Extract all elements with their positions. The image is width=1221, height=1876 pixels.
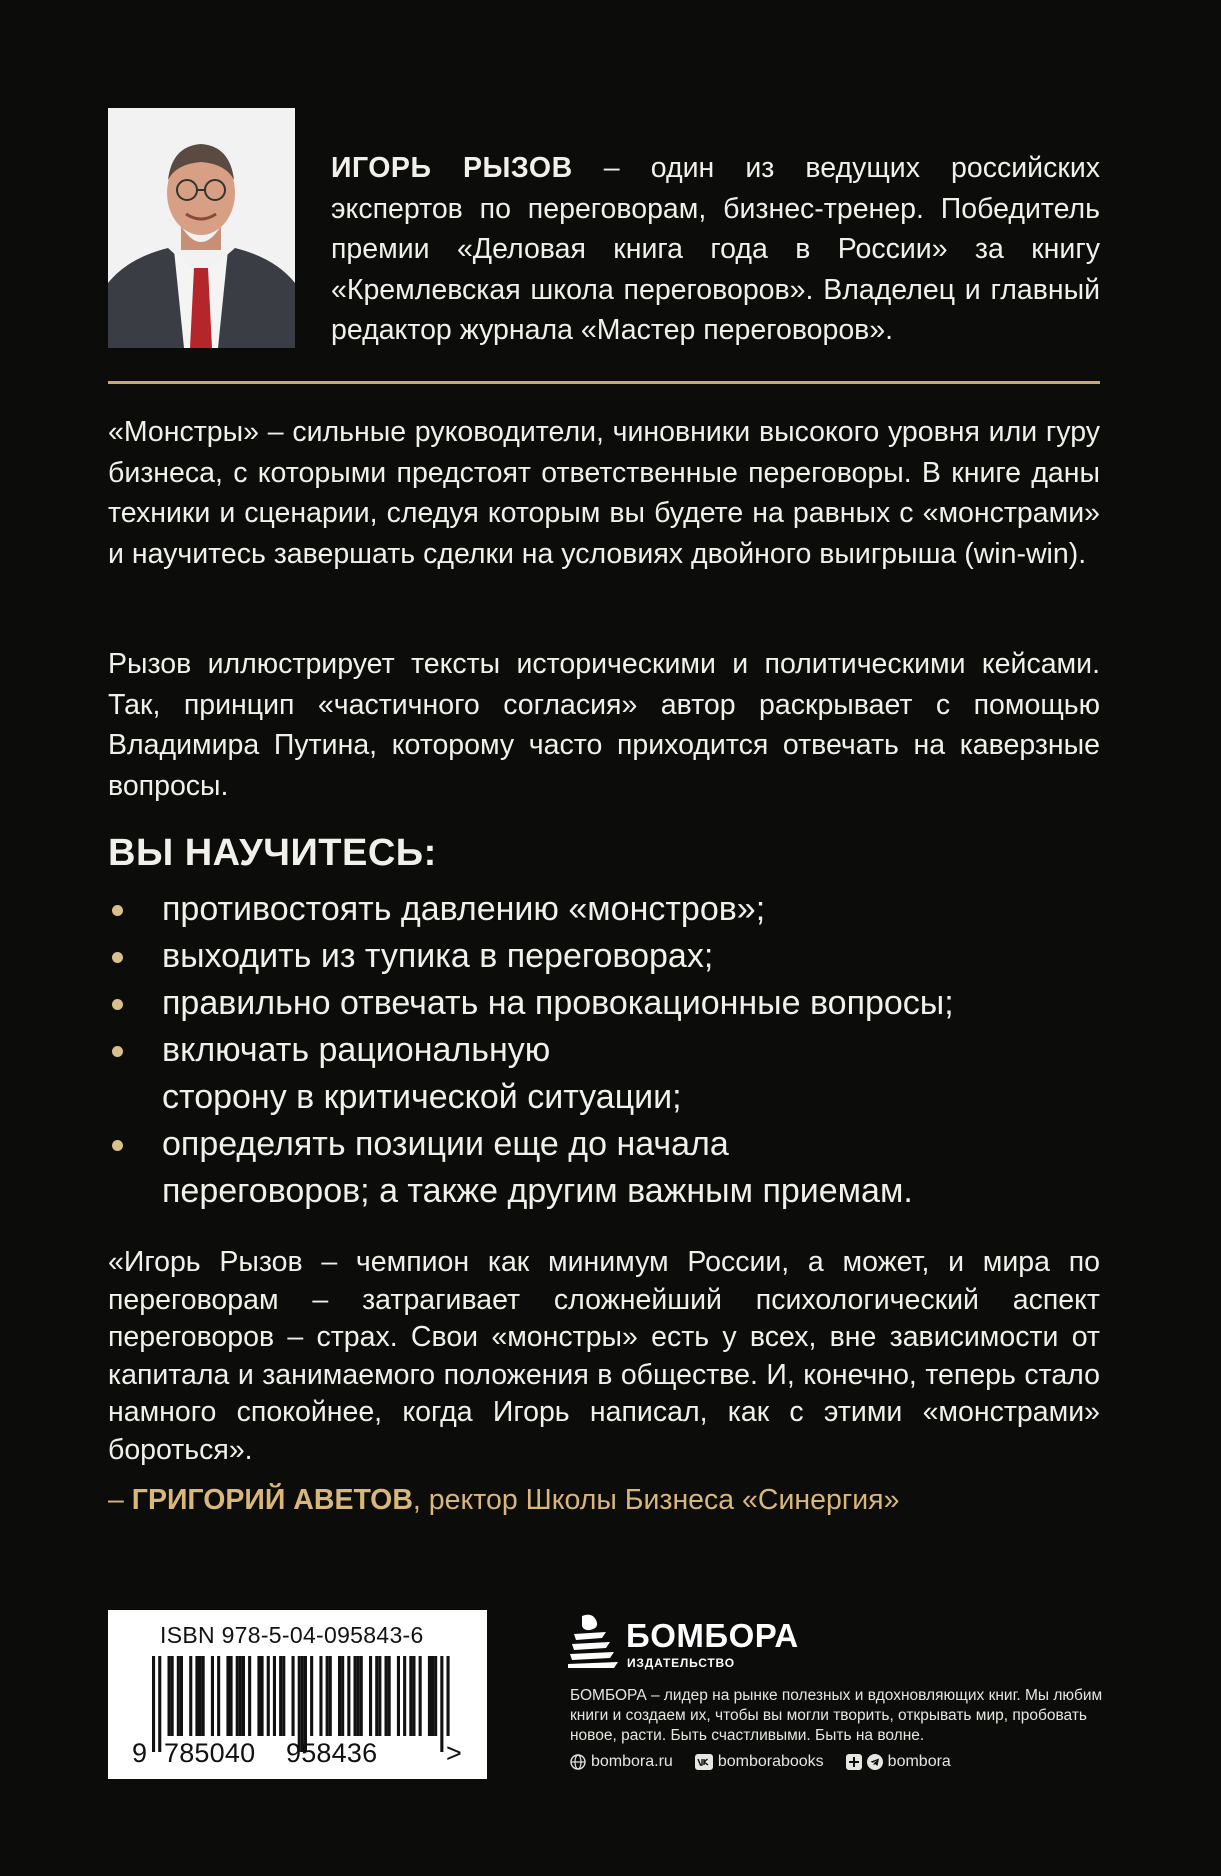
barcode-bar (292, 1656, 295, 1736)
quote-author-role: , ректор Школы Бизнеса «Синергия» (412, 1484, 900, 1516)
social-site[interactable] (570, 1753, 673, 1771)
barcode-bar (385, 1656, 388, 1736)
barcode-bar (388, 1656, 391, 1736)
barcode-digit-first: 9 (132, 1738, 148, 1768)
list-item-text: противостоять давлению «монстров»; (162, 890, 766, 928)
barcode-digits-right: 958436 (286, 1738, 378, 1768)
barcode-bar (171, 1656, 174, 1736)
barcode-bar (440, 1656, 443, 1752)
isbn-barcode (108, 1610, 487, 1779)
barcode-bar (419, 1656, 422, 1736)
author-bio (331, 148, 1100, 351)
barcode-bar (447, 1656, 450, 1736)
bullet-dot-icon (112, 999, 123, 1010)
barcode-bar (180, 1656, 183, 1736)
barcode-bar (199, 1656, 202, 1736)
social-site-label: bombora.ru (591, 1753, 673, 1770)
barcode-bar (242, 1656, 245, 1736)
barcode-bar (412, 1656, 415, 1736)
social-tg[interactable] (846, 1753, 951, 1771)
barcode-bar (236, 1656, 239, 1736)
barcode-bar (168, 1656, 171, 1736)
description-paragraph-2: Рызов иллюстрирует тексты историческими и политическими кейсами. Так, принцип «частичного согласия» автор раскрывает с помощью Владимира Путина, которому часто приходится отвечать на каверзные вопросы. (108, 648, 1100, 802)
barcode-bar (378, 1656, 381, 1736)
barcode-bar (431, 1656, 434, 1736)
globe-icon (570, 1754, 586, 1770)
barcode-bar (329, 1656, 332, 1736)
bombora-logo-icon (566, 1612, 618, 1668)
social-vk[interactable] (695, 1753, 824, 1771)
list-item (108, 980, 1108, 1027)
barcode-marker: > (446, 1738, 462, 1768)
barcode-bar (273, 1656, 276, 1736)
barcode-bar (434, 1656, 437, 1736)
vk-icon (695, 1754, 713, 1770)
publisher-subtitle: ИЗДАТЕЛЬСТВО (627, 1656, 735, 1670)
learn-list (108, 886, 1108, 1215)
list-item-text: правильно отвечать на провокационные вопросы; (162, 984, 954, 1022)
attribution-dash: – (108, 1484, 132, 1516)
list-item-text: определять позиции еще до начала переговоров; а также другим важным приемам. (162, 1125, 913, 1210)
author-photo (108, 108, 295, 348)
barcode-bar (397, 1656, 400, 1736)
barcode-bar (226, 1656, 229, 1736)
list-item (108, 933, 1108, 980)
barcode-bar (257, 1656, 260, 1736)
barcode-bar (354, 1656, 357, 1736)
publisher-name: БОМБОРА (626, 1617, 799, 1654)
barcode-bar (369, 1656, 372, 1736)
barcode-bar (375, 1656, 378, 1736)
list-item-text: выходить из тупика в переговорах; (162, 937, 714, 975)
barcode-bar (357, 1656, 360, 1736)
bullet-dot-icon (112, 1140, 123, 1151)
barcode-bar (189, 1656, 192, 1736)
list-item (108, 886, 1108, 933)
barcode-bar (239, 1656, 242, 1736)
author-name: ИГОРЬ РЫЗОВ (331, 152, 573, 184)
barcode-bar (261, 1656, 264, 1736)
barcode-bar (158, 1656, 161, 1752)
author-portrait-image (108, 108, 295, 348)
quote-attribution (108, 1484, 899, 1517)
barcode-digits-left: 785040 (164, 1738, 256, 1768)
barcode-bar (177, 1656, 180, 1736)
barcode-bar (211, 1656, 214, 1736)
barcode-bar (403, 1656, 406, 1736)
barcode-bar (152, 1656, 155, 1752)
barcode-bar (310, 1656, 313, 1736)
barcode-bar (248, 1656, 251, 1736)
barcode-bar (195, 1656, 198, 1736)
telegram-icon (867, 1754, 883, 1770)
plus-icon (846, 1754, 862, 1770)
learn-heading: ВЫ НАУЧИТЕСЬ: (108, 832, 437, 874)
barcode-bar (230, 1656, 233, 1736)
publisher-social-links (570, 1753, 951, 1771)
social-vk-label: bomborabooks (717, 1753, 824, 1770)
barcode-bar (428, 1656, 431, 1736)
list-item (108, 1121, 922, 1215)
barcode-bar (341, 1656, 344, 1736)
quote-author-name: ГРИГОРИЙ АВЕТОВ (131, 1484, 413, 1516)
endorsement-quote: «Игорь Рызов – чемпион как минимум России, а может, и мира по переговорам – затрагивает сложнейший психологический аспект переговоров – страх. Свои «монстры» есть у всех, вне зависимости от капитала и занимаемого положения в обществе. И, конечно, теперь стало намного спокойнее, когда Игорь написал, как с этими «монстрами» бороться». (108, 1246, 1100, 1466)
barcode-bar (347, 1656, 350, 1736)
barcode-bar (326, 1656, 329, 1736)
publisher-description: БОМБОРА – лидер на рынке полезных и вдохновляющих книг. Мы любим книги и создаем их, чтобы вы могли творить, открывать мир, пробовать новое, расти. Быть счастливыми. Быть на волне. (570, 1687, 1103, 1744)
list-item (108, 1027, 682, 1121)
bullet-dot-icon (112, 952, 123, 963)
isbn-number: ISBN 978-5-04-095843-6 (160, 1622, 424, 1648)
barcode-bar (267, 1656, 270, 1736)
barcode-bar (202, 1656, 205, 1736)
barcode-bar (279, 1656, 282, 1736)
bullet-dot-icon (112, 905, 123, 916)
barcode-bar (217, 1656, 220, 1736)
social-tg-label: bombora (887, 1753, 951, 1770)
author-bio-text: – один из ведущих российских экспертов по переговорам, бизнес-тренер. Победитель премии «Деловая книга года в России» за книгу «Кремлевская школа переговоров». Владелец и главный редактор журнала «Мастер переговоров». (331, 152, 1100, 346)
gold-divider (108, 381, 1100, 384)
barcode-bar (282, 1656, 285, 1736)
barcode-bar (409, 1656, 412, 1736)
bullet-dot-icon (112, 1046, 123, 1057)
publisher-logo (566, 1612, 618, 1673)
barcode-bar (338, 1656, 341, 1736)
barcode-bar (360, 1656, 363, 1736)
barcode-bar (319, 1656, 322, 1736)
description-paragraph-1: «Монстры» – сильные руководители, чиновники высокого уровня или гуру бизнеса, с которыми предстоят ответственные переговоры. В книге даны техники и сценарии, следуя которым вы будете на равных с «монстрами» и научитесь завершать сделки на условиях двойного выигрыша (win-win). (108, 416, 1100, 570)
list-item-text: включать рациональную сторону в критической ситуации; (162, 1031, 682, 1116)
